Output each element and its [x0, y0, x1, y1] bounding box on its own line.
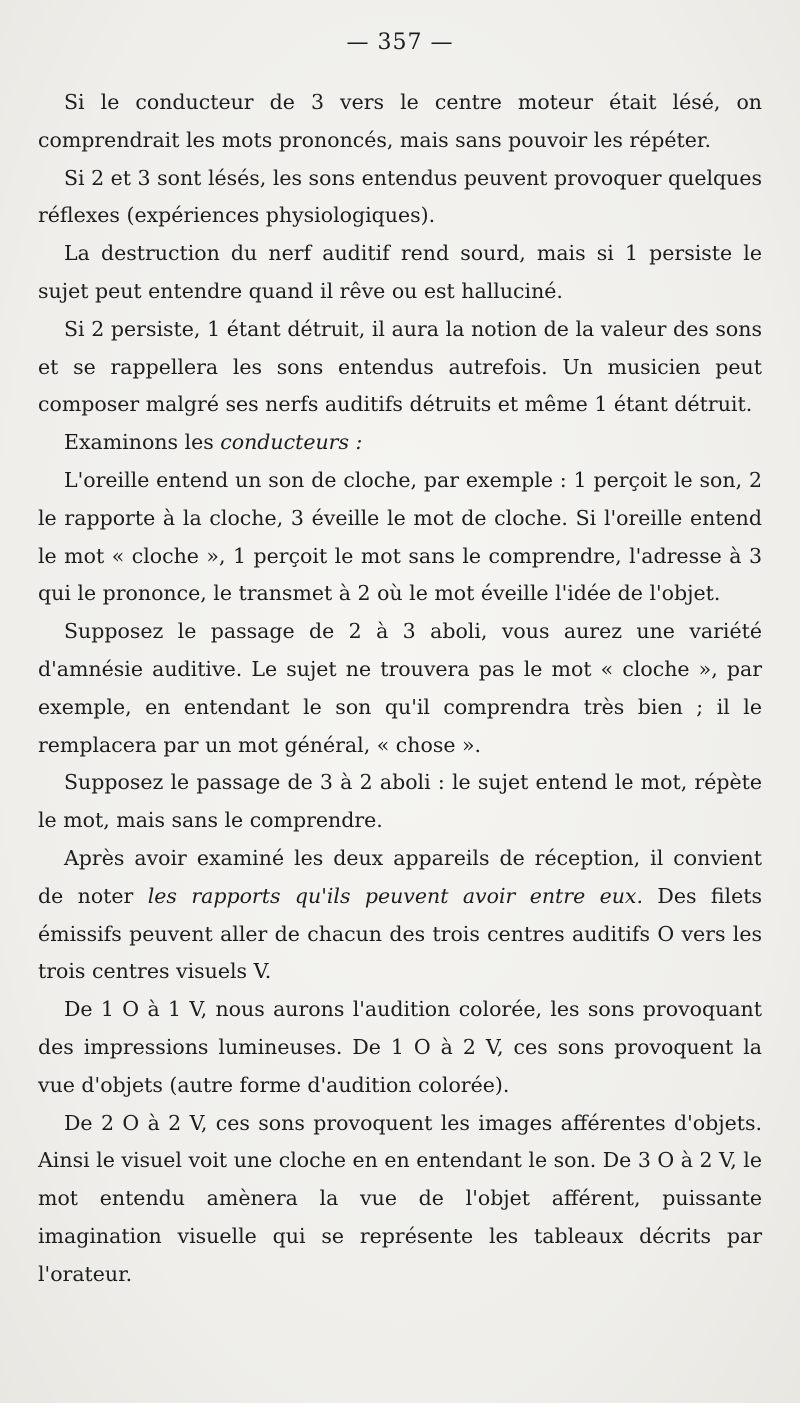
paragraph-text: La destruction du nerf auditif rend sourd, mais si 1 persiste le sujet peut entendre quand il rêve ou est halluciné.	[38, 241, 762, 303]
italic-term: conducteurs :	[220, 430, 363, 455]
paragraph-text: Examinons les	[64, 430, 221, 455]
paragraph-text: De 1 O à 1 V, nous aurons l'audition colorée, les sons provoquant des impressions lumineuses. De 1 O à 2 V, ces sons provoquent la vue d'objets (autre forme d'audition colorée).	[38, 997, 762, 1097]
paragraph	[38, 1105, 762, 1294]
paragraph	[38, 840, 762, 991]
paragraph-text: Après avoir examiné les deux appareils de réception, il convient de noter	[38, 845, 762, 908]
paragraph	[38, 424, 762, 462]
paragraph	[38, 311, 762, 424]
paragraph-text: Des filets émissifs peuvent aller de chacun des trois centres auditifs O vers les trois centres visuels V.	[38, 883, 762, 984]
page-number: — 357 —	[346, 30, 454, 55]
paragraph-text: De 2 O à 2 V, ces sons provoquent les images afférentes d'objets. Ainsi le visuel voit une cloche en en entendant le son. De 3 O à 2 V, le mot entendu amènera la vue de l'objet afférent, puissante imagination visuelle qui se représente les tableaux décrits par l'orateur.	[38, 1110, 762, 1286]
page-text	[38, 84, 762, 1294]
paragraph-text: Si 2 et 3 sont lésés, les sons entendus peuvent provoquer quelques réflexes (expériences physiologiques).	[38, 165, 763, 228]
paragraph	[38, 764, 762, 840]
paragraph	[38, 235, 762, 311]
italic-phrase: les rapports qu'ils peuvent avoir entre eux.	[147, 883, 644, 908]
paragraph	[38, 613, 762, 764]
paragraph-text: L'oreille entend un son de cloche, par exemple : 1 perçoit le son, 2 le rapporte à la cloche, 3 éveille le mot de cloche. Si l'oreille entend le mot « cloche », 1 perçoit le mot sans le comprendre, l'adresse à 3 qui le prononce, le transmet à 2 où le mot éveille l'idée de l'objet.	[38, 467, 762, 606]
paragraph-text: Supposez le passage de 3 à 2 aboli : le sujet entend le mot, répète le mot, mais sans le comprendre.	[38, 770, 762, 833]
paragraph	[38, 991, 762, 1104]
paragraph	[38, 462, 762, 613]
paragraph	[38, 84, 762, 160]
paragraph-text: Supposez le passage de 2 à 3 aboli, vous aurez une variété d'amnésie auditive. Le sujet ne trouvera pas le mot « cloche », par exemple, en entendant le son qu'il comprendra très bien ; il le remplacera par un mot général, « chose ».	[38, 619, 762, 757]
paragraph	[38, 160, 762, 236]
paragraph-text: Si le conducteur de 3 vers le centre moteur était lésé, on comprendrait les mots prononcés, mais sans pouvoir les répéter.	[38, 90, 762, 152]
paragraph-text: Si 2 persiste, 1 étant détruit, il aura la notion de la valeur des sons et se rappellera les sons entendus autrefois. Un musicien peut composer malgré ses nerfs auditifs détruits et même 1 étant détruit.	[38, 316, 762, 417]
